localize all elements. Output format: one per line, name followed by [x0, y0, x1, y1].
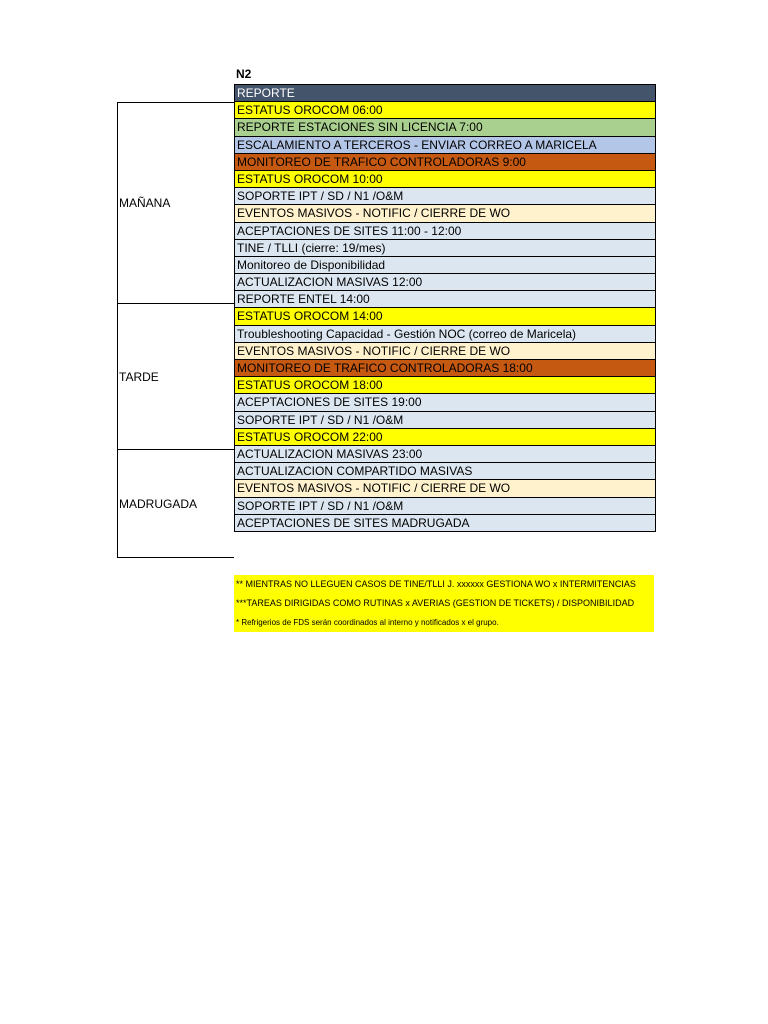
table-row: ESTATUS OROCOM 14:00	[235, 308, 655, 325]
note-routine-tasks: ***TAREAS DIRIGIDAS COMO RUTINAS x AVERIAS (GESTION DE TICKETS) / DISPONIBILIDAD	[236, 598, 635, 608]
notes-box	[234, 575, 654, 632]
table-row: EVENTOS MASIVOS - NOTIFIC / CIERRE DE WO	[235, 205, 655, 222]
table-row: ESTATUS OROCOM 22:00	[235, 429, 655, 446]
table-row: ACEPTACIONES DE SITES 19:00	[235, 394, 655, 411]
shift-morning	[117, 102, 234, 304]
table-row: ESTATUS OROCOM 06:00	[235, 102, 655, 119]
table-row: Monitoreo de Disponibilidad	[235, 257, 655, 274]
table-row: SOPORTE IPT / SD / N1 /O&M	[235, 412, 655, 429]
table-row: ACTUALIZACION MASIVAS 23:00	[235, 446, 655, 463]
table-row: Troubleshooting Capacidad - Gestión NOC (correo de Maricela)	[235, 326, 655, 343]
table-row: ESTATUS OROCOM 18:00	[235, 377, 655, 394]
table-row: EVENTOS MASIVOS - NOTIFIC / CIERRE DE WO	[235, 343, 655, 360]
table-row: MONITOREO DE TRAFICO CONTROLADORAS 9:00	[235, 154, 655, 171]
shift-night-label: MADRUGADA	[119, 496, 198, 511]
note-tine-tlli: ** MIENTRAS NO LLEGUEN CASOS DE TINE/TLLI J. xxxxxx GESTIONA WO x INTERMITENCIAS	[236, 579, 636, 589]
table-row: SOPORTE IPT / SD / N1 /O&M	[235, 188, 655, 205]
shift-morning-label: MAÑANA	[119, 196, 171, 210]
table-row: TINE / TLLI (cierre: 19/mes)	[235, 240, 655, 257]
table-row: ACTUALIZACION COMPARTIDO MASIVAS	[235, 463, 655, 480]
task-table	[234, 84, 656, 532]
table-row: ESCALAMIENTO A TERCEROS - ENVIAR CORREO A MARICELA	[235, 137, 655, 154]
table-row: MONITOREO DE TRAFICO CONTROLADORAS 18:00	[235, 360, 655, 377]
table-row: EVENTOS MASIVOS - NOTIFIC / CIERRE DE WO	[235, 480, 655, 497]
table-header: REPORTE	[235, 85, 655, 102]
note-refrigerios: * Refrigerios de FDS serán coordinados al interno y notificados x el grupo.	[236, 618, 499, 627]
shift-night	[117, 449, 234, 558]
shift-afternoon-label: TARDE	[119, 369, 159, 384]
table-row: REPORTE ESTACIONES SIN LICENCIA 7:00	[235, 119, 655, 136]
table-row: ESTATUS OROCOM 10:00	[235, 171, 655, 188]
table-row: REPORTE ENTEL 14:00	[235, 291, 655, 308]
sheet-title: N2	[236, 67, 252, 81]
table-row: ACEPTACIONES DE SITES 11:00 - 12:00	[235, 223, 655, 240]
table-row: ACTUALIZACION MASIVAS 12:00	[235, 274, 655, 291]
table-row: ACEPTACIONES DE SITES MADRUGADA	[235, 515, 655, 532]
table-row: SOPORTE IPT / SD / N1 /O&M	[235, 498, 655, 515]
shift-afternoon	[117, 303, 234, 450]
